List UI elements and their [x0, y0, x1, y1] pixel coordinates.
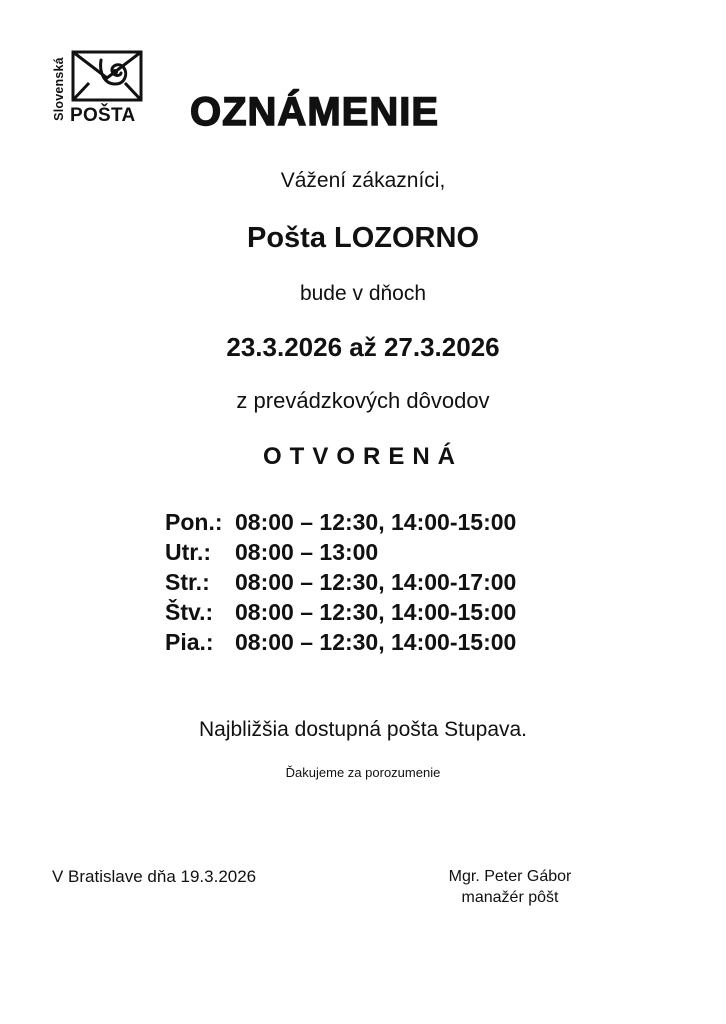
- logo-name: POŠTA: [70, 105, 136, 126]
- hours-day: Štv.:: [165, 599, 214, 625]
- hours-row-tuesday: [165, 537, 516, 567]
- hours-day: Utr.:: [165, 539, 211, 565]
- hours-time: 08:00 – 13:00: [235, 539, 379, 565]
- hours-day: Str.:: [165, 569, 210, 595]
- place-and-date: V Bratislave dňa 19.3.2026: [52, 867, 257, 886]
- hours-day: Pon.:: [165, 509, 223, 535]
- hours-time: 08:00 – 12:30, 14:00-17:00: [235, 569, 517, 595]
- nearest-post-office: Najbližšia dostupná pošta Stupava.: [198, 718, 528, 741]
- reason: z prevádzkových dôvodov: [236, 388, 490, 413]
- hours-row-thursday: [165, 597, 516, 627]
- hours-row-friday: [165, 627, 516, 657]
- hours-time: 08:00 – 12:30, 14:00-15:00: [235, 629, 517, 655]
- days-intro: bude v dňoch: [299, 282, 427, 305]
- hours-row-monday: [165, 507, 516, 537]
- hours-time: 08:00 – 12:30, 14:00-15:00: [235, 599, 517, 625]
- thanks-note: Ďakujeme za porozumenie: [285, 765, 441, 780]
- signatory-name: Mgr. Peter Gábor: [448, 868, 572, 885]
- hours-day: Pia.:: [165, 629, 214, 655]
- opening-hours: [165, 507, 516, 657]
- hours-time: 08:00 – 12:30, 14:00-15:00: [235, 509, 517, 535]
- logo-vertical-text: Slovenská: [52, 57, 66, 121]
- greeting: Vážení zákazníci,: [280, 169, 446, 192]
- post-office-name: Pošta LOZORNO: [246, 222, 479, 254]
- slovenska-posta-logo: [50, 48, 146, 134]
- page-title: OZNÁMENIE: [190, 90, 439, 134]
- date-range: 23.3.2026 až 27.3.2026: [226, 332, 500, 362]
- hours-row-wednesday: [165, 567, 516, 597]
- signatory-role: manažér pôšt: [461, 889, 559, 906]
- posthorn-envelope-icon: [71, 50, 143, 102]
- open-status: OTVORENÁ: [262, 443, 463, 470]
